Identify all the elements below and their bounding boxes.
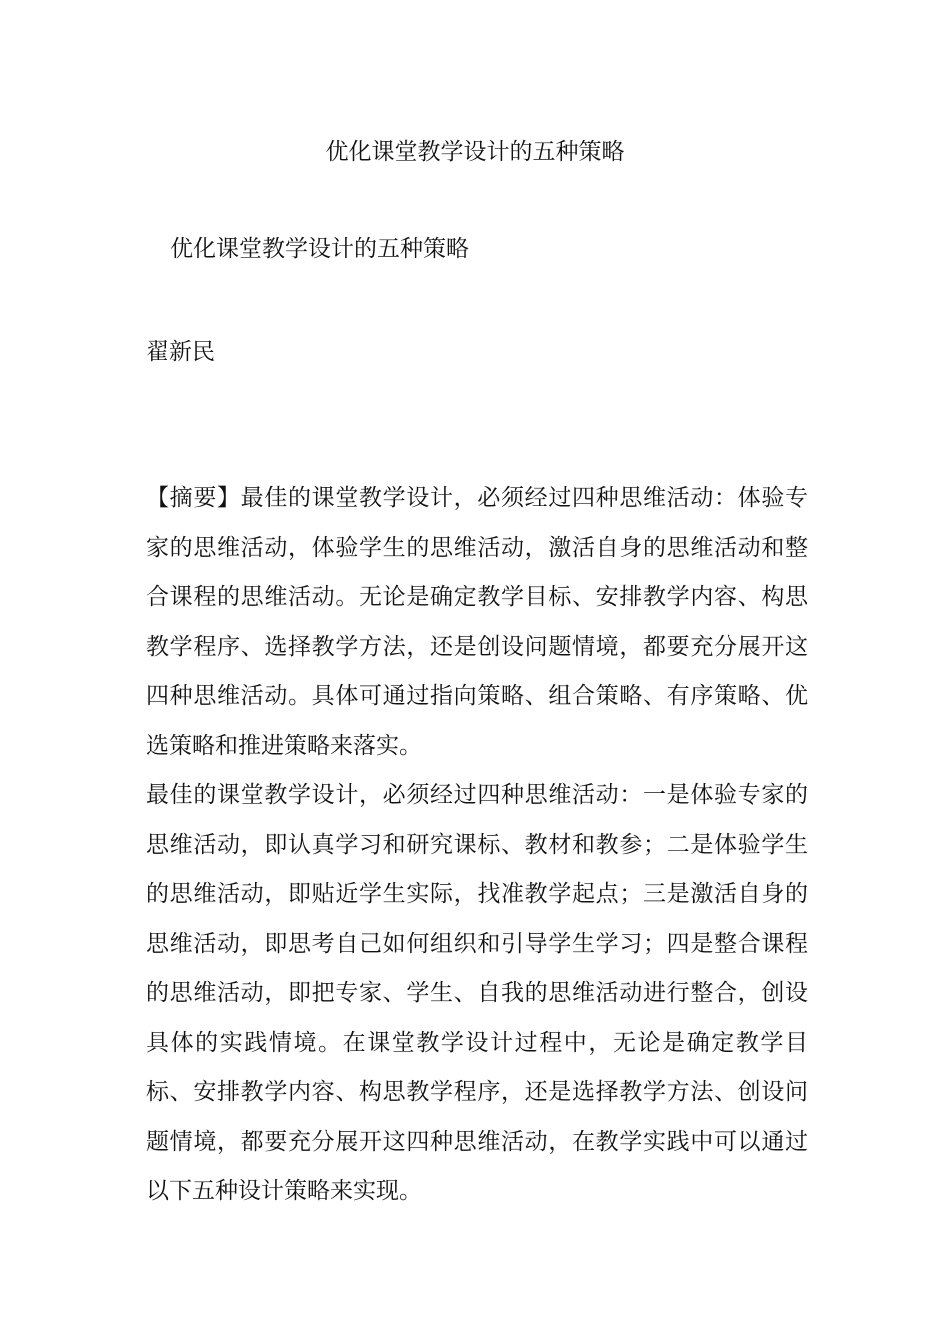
document-title: 优化课堂教学设计的五种策略 <box>325 139 625 165</box>
document-subtitle: 优化课堂教学设计的五种策略 <box>170 236 469 262</box>
author-name: 翟新民 <box>146 339 215 365</box>
intro-paragraph: 最佳的课堂教学设计，必须经过四种思维活动：一是体验专家的思维活动，即认真学习和研究课标、教材和教参；二是体验学生的思维活动，即贴近学生实际，找准教学起点；三是激活自身的思维活动，即思考自己如何组织和引导学生学习；四是整合课程的思维活动，即把专家、学生、自我的思维活动进行整合，创设具体的实践情境。在课堂教学设计过程中，无论是确定教学目标、安排教学内容、构思教学程序，还是选择教学方法、创设问题情境，都要充分展开这四种思维活动，在教学实践中可以通过以下五种设计策略来实现。 <box>146 782 808 1204</box>
abstract-paragraph: 【摘要】最佳的课堂教学设计，必须经过四种思维活动：体验专家的思维活动，体验学生的思维活动，激活自身的思维活动和整合课程的思维活动。无论是确定教学目标、安排教学内容、构思教学程序、选择教学方法，还是创设问题情境，都要充分展开这四种思维活动。具体可通过指向策略、组合策略、有序策略、优选策略和推进策略来落实。 <box>146 485 808 759</box>
